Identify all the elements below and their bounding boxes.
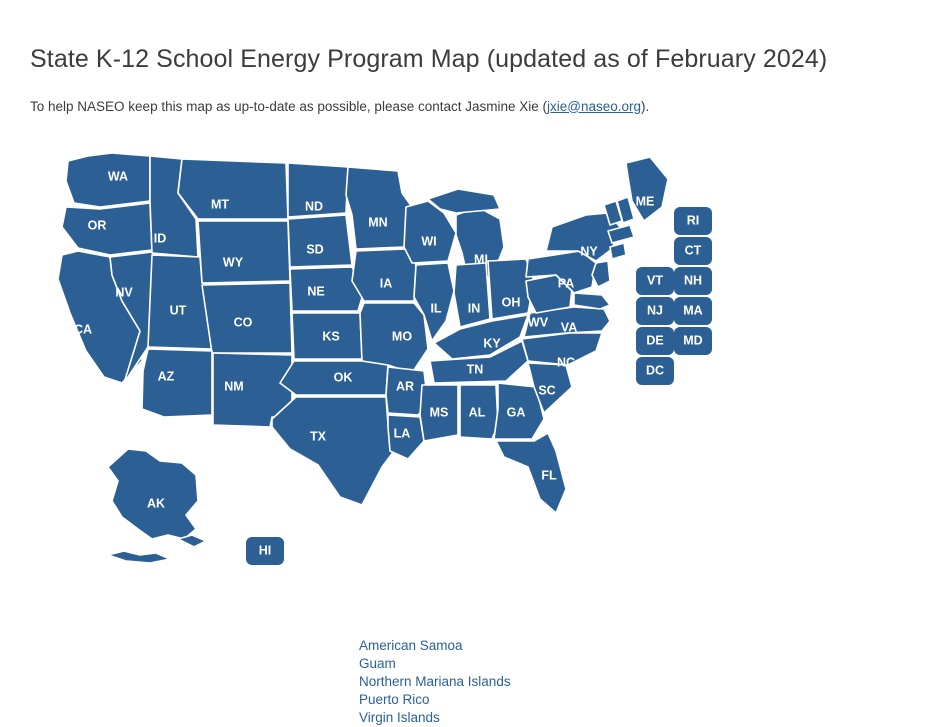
state-shape-nc[interactable] — [522, 333, 602, 365]
state-shape-ms[interactable] — [420, 385, 458, 441]
state-label-ms: MS — [429, 405, 449, 420]
state-label-ct: CT — [684, 243, 702, 258]
state-shape-la[interactable] — [388, 415, 424, 459]
state-label-sd: SD — [306, 242, 324, 257]
state-shape-az[interactable] — [142, 349, 212, 417]
state-label-co: CO — [233, 315, 253, 330]
state-box-ri[interactable] — [674, 207, 712, 235]
state-box-md[interactable] — [674, 327, 712, 355]
state-label-ne: NE — [307, 284, 325, 299]
state-label-tn: TN — [466, 362, 484, 377]
state-label-de: DE — [646, 333, 664, 348]
state-label-nm: NM — [224, 379, 244, 394]
state-label-in: IN — [467, 301, 481, 316]
state-label-ny: NY — [580, 244, 598, 259]
state-label-ak: AK — [146, 496, 166, 511]
page-title: State K-12 School Energy Program Map (updated as of February 2024) — [30, 44, 828, 73]
state-shape-wy[interactable] — [198, 221, 290, 283]
state-label-nc: NC — [556, 355, 576, 370]
state-label-ri: RI — [686, 213, 700, 228]
state-label-tx: TX — [310, 429, 326, 444]
state-label-hi: HI — [258, 543, 272, 558]
contact-note-prefix: To help NASEO keep this map as up-to-date as possible, please contact Jasmine Xie ( — [30, 98, 548, 114]
state-label-va: VA — [560, 320, 578, 335]
state-label-vt: VT — [647, 273, 663, 288]
state-label-oh: OH — [501, 295, 521, 310]
territory-guam[interactable]: Guam — [359, 656, 396, 671]
contact-note — [30, 99, 649, 114]
state-shape-sd[interactable] — [288, 215, 352, 267]
territory-puerto-rico[interactable]: Puerto Rico — [359, 692, 430, 707]
state-shape-mo[interactable] — [360, 303, 428, 373]
state-label-ut: UT — [169, 303, 187, 318]
state-label-nh: NH — [683, 273, 703, 288]
state-box-ma[interactable] — [674, 297, 712, 325]
state-shape-mt[interactable] — [178, 159, 288, 219]
state-shape-or[interactable] — [62, 203, 152, 255]
state-label-md: MD — [683, 333, 703, 348]
state-shape-ak-islands[interactable] — [108, 551, 170, 563]
state-label-wv: WV — [527, 315, 549, 330]
state-label-ks: KS — [322, 329, 340, 344]
state-label-nd: ND — [304, 199, 324, 214]
state-box-ct[interactable] — [674, 237, 712, 265]
state-label-il: IL — [430, 301, 442, 316]
territory-american-samoa[interactable]: American Samoa — [359, 638, 463, 653]
state-label-pa: PA — [557, 276, 575, 291]
state-shape-wa[interactable] — [66, 153, 150, 207]
state-label-ok: OK — [333, 370, 353, 385]
state-shape-md[interactable] — [574, 293, 610, 309]
state-shape-fl[interactable] — [496, 433, 566, 513]
state-label-az: AZ — [157, 369, 175, 384]
state-shape-al[interactable] — [460, 385, 498, 439]
state-label-nj: NJ — [647, 303, 663, 318]
state-shape-ia[interactable] — [352, 249, 416, 301]
state-label-ar: AR — [395, 379, 415, 394]
state-label-wa: WA — [107, 169, 129, 184]
state-label-dc: DC — [645, 363, 665, 378]
state-box-vt[interactable] — [636, 267, 674, 295]
state-label-id: ID — [153, 231, 167, 246]
state-shape-hi[interactable] — [246, 537, 284, 565]
state-shape-mn[interactable] — [346, 167, 412, 249]
state-label-ky: KY — [483, 336, 501, 351]
state-label-ga: GA — [506, 405, 526, 420]
state-label-mo: MO — [391, 329, 413, 344]
state-shape-ak[interactable] — [108, 449, 198, 539]
state-label-mi: MI — [474, 252, 488, 267]
state-shape-nd[interactable] — [288, 163, 348, 217]
map-svg — [0, 115, 936, 642]
state-label-or: OR — [87, 218, 107, 233]
state-shape-co[interactable] — [202, 283, 292, 353]
state-label-mn: MN — [368, 215, 388, 230]
state-box-nj[interactable] — [636, 297, 674, 325]
territory-list — [359, 637, 511, 727]
territory-northern-mariana-islands[interactable]: Northern Mariana Islands — [359, 674, 511, 689]
state-label-me: ME — [635, 194, 655, 209]
state-box-dc[interactable] — [636, 357, 674, 385]
state-label-ca: CA — [73, 322, 93, 337]
state-shape-ks[interactable] — [292, 313, 362, 359]
state-box-nh[interactable] — [674, 267, 712, 295]
state-shape-in[interactable] — [454, 263, 490, 327]
contact-email-link[interactable]: jxie@naseo.org — [547, 98, 642, 114]
state-label-wi: WI — [421, 234, 437, 249]
state-label-al: AL — [468, 405, 486, 420]
state-shape-ok[interactable] — [280, 361, 388, 395]
state-label-sc: SC — [538, 383, 556, 398]
state-label-ia: IA — [379, 276, 393, 291]
state-label-la: LA — [393, 426, 411, 441]
state-shape-nj[interactable] — [592, 261, 610, 287]
state-label-mt: MT — [210, 197, 230, 212]
state-label-ma: MA — [683, 303, 703, 318]
territory-virgin-islands[interactable]: Virgin Islands — [359, 710, 440, 725]
state-label-wy: WY — [222, 255, 244, 270]
contact-note-suffix: ). — [641, 98, 650, 114]
state-label-fl: FL — [541, 468, 557, 483]
state-box-de[interactable] — [636, 327, 674, 355]
state-shape-tx[interactable] — [272, 397, 400, 505]
us-state-map — [0, 115, 936, 725]
state-label-nv: NV — [115, 285, 133, 300]
